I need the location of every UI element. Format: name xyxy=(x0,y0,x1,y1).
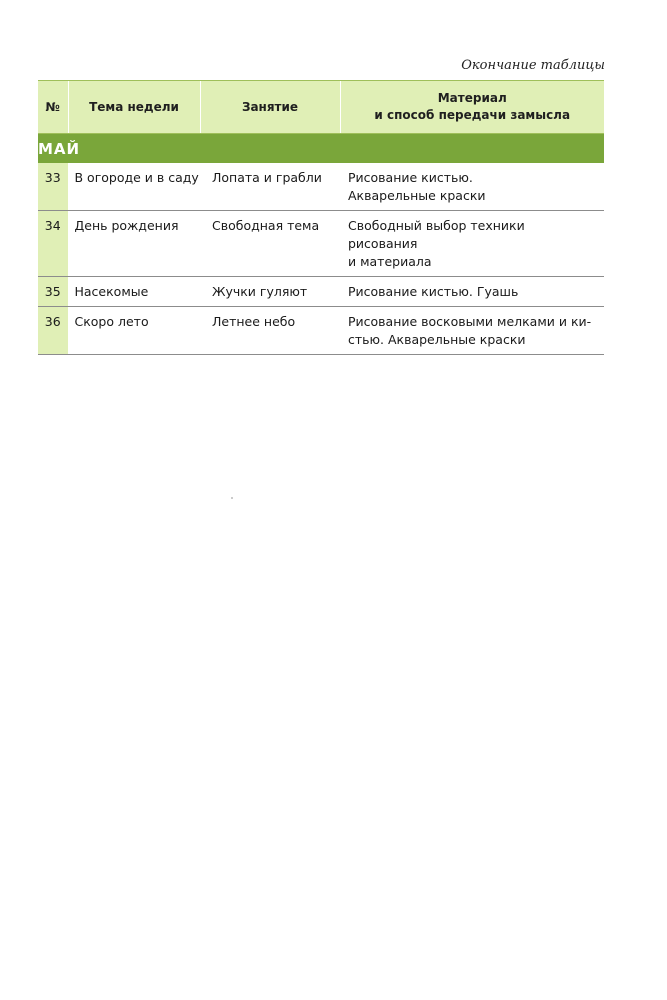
row-number: 33 xyxy=(38,163,68,211)
row-material xyxy=(340,163,604,211)
header-material xyxy=(340,81,604,134)
row-material xyxy=(340,277,604,307)
row-lesson: Свободная тема xyxy=(200,211,340,277)
print-speck xyxy=(231,497,233,499)
row-material xyxy=(340,307,604,355)
row-material-line2: Акварельные краски xyxy=(348,188,486,203)
header-material-line1: Материал xyxy=(437,91,507,105)
row-lesson: Летнее небо xyxy=(200,307,340,355)
lesson-plan-table xyxy=(38,80,604,355)
row-lesson: Жучки гуляют xyxy=(200,277,340,307)
header-number: № xyxy=(38,81,68,134)
header-material-line2: и способ передачи замысла xyxy=(374,108,571,122)
row-number: 35 xyxy=(38,277,68,307)
row-number: 36 xyxy=(38,307,68,355)
row-lesson: Лопата и грабли xyxy=(200,163,340,211)
row-material-line1: Свободный выбор техники рисования xyxy=(348,218,525,251)
table-row xyxy=(38,277,604,307)
row-material-line2: стью. Акварельные краски xyxy=(348,332,526,347)
row-theme: В огороде и в саду xyxy=(68,163,200,211)
table-row xyxy=(38,163,604,211)
row-material-line1: Рисование кистью. xyxy=(348,170,473,185)
table-row xyxy=(38,211,604,277)
row-material-line1: Рисование кистью. Гуашь xyxy=(348,284,519,299)
month-row xyxy=(38,134,604,164)
table-continuation-caption: Окончание таблицы xyxy=(461,58,605,73)
row-number: 34 xyxy=(38,211,68,277)
row-material-line2: и материала xyxy=(348,254,432,269)
month-label: МАЙ xyxy=(38,134,604,164)
header-week-theme: Тема недели xyxy=(68,81,200,134)
row-theme: Скоро лето xyxy=(68,307,200,355)
table-row xyxy=(38,307,604,355)
header-lesson: Занятие xyxy=(200,81,340,134)
row-theme: День рождения xyxy=(68,211,200,277)
row-theme: Насекомые xyxy=(68,277,200,307)
row-material-line1: Рисование восковыми мелками и ки- xyxy=(348,314,592,329)
table-header-row xyxy=(38,81,604,134)
row-material xyxy=(340,211,604,277)
